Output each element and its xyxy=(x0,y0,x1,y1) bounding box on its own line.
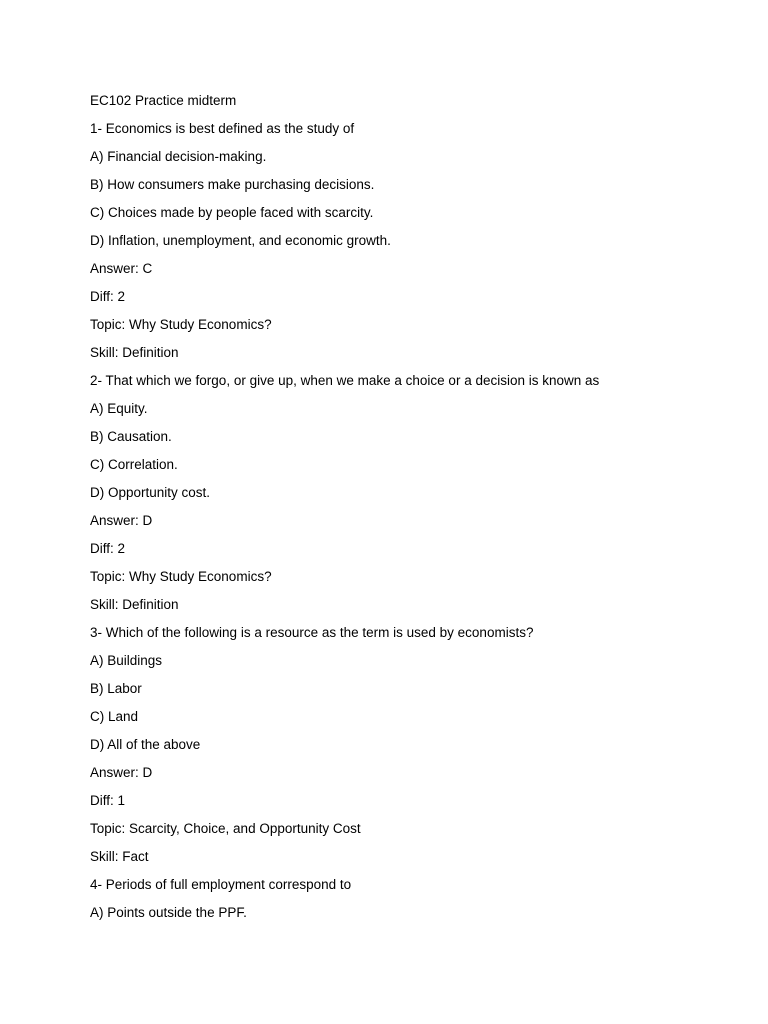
answer-option: D) All of the above xyxy=(90,737,201,752)
skill-label: Skill: Fact xyxy=(90,849,149,864)
document-title: EC102 Practice midterm xyxy=(90,93,237,108)
answer-option: A) Buildings xyxy=(90,653,163,668)
topic-label: Topic: Why Study Economics? xyxy=(90,317,272,332)
skill-label: Skill: Definition xyxy=(90,597,179,612)
answer-option: C) Choices made by people faced with scarcity. xyxy=(90,205,374,220)
difficulty-label: Diff: 2 xyxy=(90,541,126,556)
answer-option: A) Points outside the PPF. xyxy=(90,905,247,920)
document-content xyxy=(90,93,710,933)
question-prompt: 3- Which of the following is a resource as the term is used by economists? xyxy=(90,625,534,640)
question-block xyxy=(90,877,710,921)
answer-option: B) Causation. xyxy=(90,429,172,444)
answer-option: B) Labor xyxy=(90,681,142,696)
skill-label: Skill: Definition xyxy=(90,345,179,360)
answer-option: D) Inflation, unemployment, and economic growth. xyxy=(90,233,391,248)
question-block xyxy=(90,121,710,361)
question-block xyxy=(90,625,710,865)
answer-key: Answer: D xyxy=(90,765,153,780)
question-prompt: 2- That which we forgo, or give up, when we make a choice or a decision is known as xyxy=(90,373,600,388)
answer-option: B) How consumers make purchasing decisions. xyxy=(90,177,375,192)
answer-option: D) Opportunity cost. xyxy=(90,485,211,500)
question-prompt: 4- Periods of full employment correspond to xyxy=(90,877,352,892)
difficulty-label: Diff: 1 xyxy=(90,793,126,808)
question-prompt: 1- Economics is best defined as the study of xyxy=(90,121,355,136)
answer-option: C) Correlation. xyxy=(90,457,178,472)
answer-key: Answer: C xyxy=(90,261,153,276)
topic-label: Topic: Why Study Economics? xyxy=(90,569,272,584)
answer-key: Answer: D xyxy=(90,513,153,528)
answer-option: A) Equity. xyxy=(90,401,148,416)
topic-label: Topic: Scarcity, Choice, and Opportunity Cost xyxy=(90,821,361,836)
answer-option: A) Financial decision-making. xyxy=(90,149,267,164)
answer-option: C) Land xyxy=(90,709,139,724)
question-block xyxy=(90,373,710,613)
difficulty-label: Diff: 2 xyxy=(90,289,126,304)
